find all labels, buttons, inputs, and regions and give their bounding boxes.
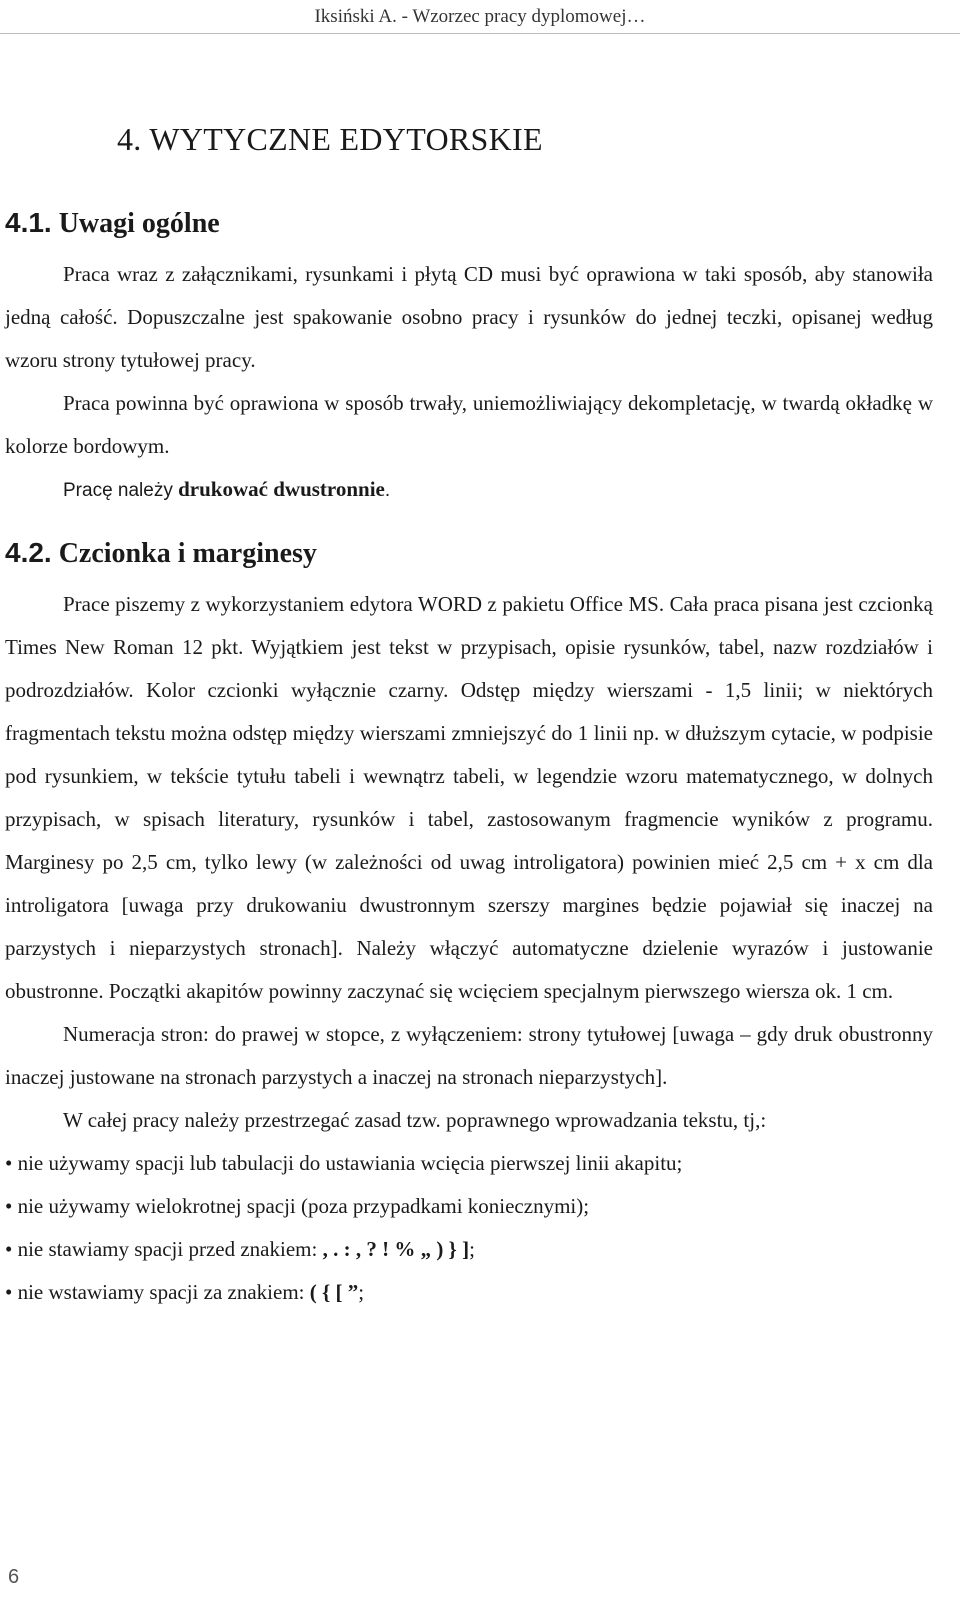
text-tail: . <box>384 480 391 501</box>
list-item <box>5 1228 933 1271</box>
list-item-text: • nie używamy wielokrotnej spacji (poza przypadkami koniecznymi); <box>5 1194 590 1218</box>
paragraph-print-duplex <box>5 468 933 512</box>
list-item-text: • nie wstawiamy spacji za znakiem: <box>5 1280 310 1304</box>
list-item-symbols: ( { [ ” <box>309 1280 359 1304</box>
paragraph: Prace piszemy z wykorzystaniem edytora WORD z pakietu Office MS. Cała praca pisana jest czcionką Times New Roman 12 pkt. Wyjątkiem jest tekst w przypisach, opisie rysunków, tabel, nazw rozdziałów i podrozdziałów. Kolor czcionki wyłącznie czarny. Odstęp między wierszami - 1,5 linii; w niektórych fragmentach tekstu można odstęp między wierszami zmniejszyć do 1 linii np. w dłuższym cytacie, w podpisie pod rysunkiem, w tekście tytułu tabeli i wewnątrz tabeli, w legendzie wzoru matematycznego, w dolnych przypisach, w spisach literatury, rysunków i tabel, zastosowanym fragmencie wyników z programu. Marginesy po 2,5 cm, tylko lewy (w zależności od uwag introligatora) powinien mieć 2,5 cm + x cm dla introligatora [uwaga przy drukowaniu dwustronnym szerszy margines będzie pojawiał się inaczej na parzystych i nieparzystych stronach]. Należy włączyć automatyczne dzielenie wyrazów i justowanie obustronne. Początki akapitów powinny zaczynać się wcięciem specjalnym pierwszego wiersza ok. 1 cm. <box>5 592 933 1003</box>
section-heading-4-2 <box>5 532 933 575</box>
rules-list <box>5 1142 933 1314</box>
list-item <box>5 1142 933 1185</box>
running-header: Iksiński A. - Wzorzec pracy dyplomowej… <box>314 6 646 27</box>
list-item <box>5 1271 933 1314</box>
section-title: Czcionka i marginesy <box>58 538 317 569</box>
text-plain: Pracę należy <box>63 480 179 501</box>
paragraph: Praca wraz z załącznikami, rysunkami i płytą CD musi być oprawiona w taki sposób, aby stanowiła jedną całość. Dopuszczalne jest spakowanie osobno pracy i rysunków do jednej teczki, opisanej według wzoru strony tytułowej pracy. <box>5 262 933 372</box>
list-item <box>5 1185 933 1228</box>
document-body <box>5 112 933 1314</box>
list-item-symbols: , . : , ? ! % „ ) } ] <box>322 1237 470 1261</box>
list-item-text: • nie stawiamy spacji przed znakiem: <box>5 1237 323 1261</box>
paragraph: Praca powinna być oprawiona w sposób trwały, uniemożliwiający dekompletację, w twardą okładkę w kolorze bordowym. <box>5 391 933 458</box>
section-number: 4.2. <box>5 537 52 568</box>
text-bold: drukować dwustronnie <box>178 477 385 501</box>
list-item-tail: ; <box>469 1237 475 1261</box>
page-number: 6 <box>8 1566 20 1588</box>
section-heading-4-1 <box>5 202 933 245</box>
chapter-title: 4. WYTYCZNE EDYTORSKIE <box>117 121 543 157</box>
list-item-tail: ; <box>358 1280 365 1304</box>
section-title: Uwagi ogólne <box>58 208 220 239</box>
header-rule <box>0 33 960 34</box>
paragraph: W całej pracy należy przestrzegać zasad tzw. poprawnego wprowadzania tekstu, tj,: <box>63 1108 767 1132</box>
section-number: 4.1. <box>5 207 52 238</box>
list-item-text: • nie używamy spacji lub tabulacji do ustawiania wcięcia pierwszej linii akapitu; <box>5 1151 683 1175</box>
paragraph: Numeracja stron: do prawej w stopce, z wyłączeniem: strony tytułowej [uwaga – gdy druk obustronny inaczej justowane na stronach parzystych a inaczej na stronach nieparzystych]. <box>5 1022 933 1089</box>
